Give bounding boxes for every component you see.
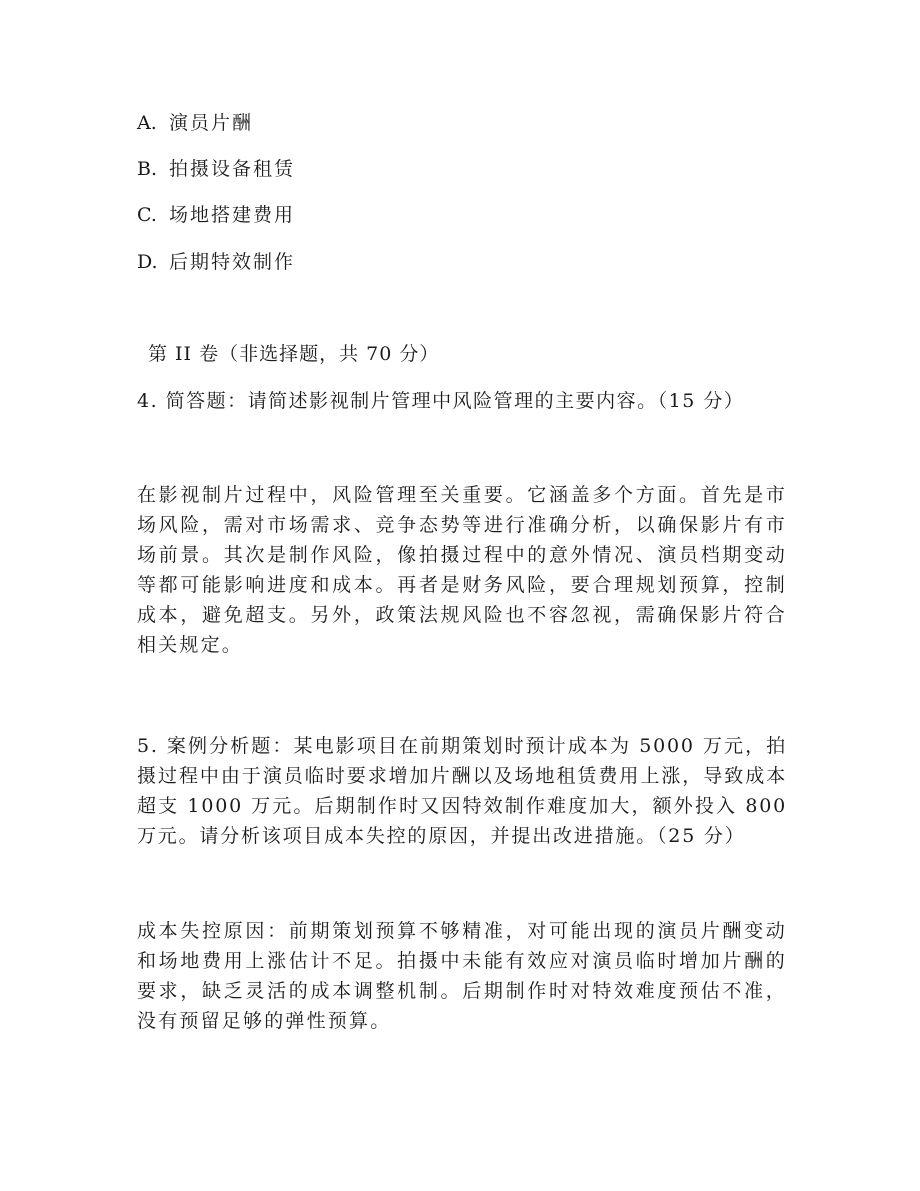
question-5-text: 5. 案例分析题：某电影项目在前期策划时预计成本为 5000 万元，拍摄过程中由于演员临时要求增加片酬以及场地租赁费用上涨，导致成本超支 1000 万元。后期制作时又因特效制作难度加大，额外投入 800 万元。请分析该项目成本失控的原因，并提出改进措施。（25 分） (137, 735, 787, 847)
option-d (137, 248, 295, 276)
answer-4-text: 在影视制片过程中，风险管理至关重要。它涵盖多个方面。首先是市场风险，需对市场需求、竞争态势等进行准确分析，以确保影片有市场前景。其次是制作风险，像拍摄过程中的意外情况、演员档期变动等都可能影响进度和成本。再者是财务风险，要合理规划预算，控制成本，避免超支。另外，政策法规风险也不容忽视，需确保影片符合相关规定。 (137, 484, 787, 656)
section-heading: 第 II 卷（非选择题，共 70 分） (148, 343, 440, 365)
option-letter: B. (137, 158, 158, 180)
answer-5 (137, 916, 787, 1036)
question-5 (137, 731, 787, 851)
answer-5-text: 成本失控原因：前期策划预算不够精准，对可能出现的演员片酬变动和场地费用上涨估计不足。拍摄中未能有效应对演员临时增加片酬的要求，缺乏灵活的成本调整机制。后期制作时对特效难度预估不准，没有预留足够的弹性预算。 (137, 920, 787, 1032)
option-letter: D. (137, 251, 158, 273)
question-4 (137, 386, 787, 416)
option-c (137, 201, 295, 229)
option-letter: C. (137, 204, 157, 226)
option-a (137, 109, 253, 137)
option-text: 场地搭建费用 (169, 204, 296, 226)
question-4-text: 4. 简答题：请简述影视制片管理中风险管理的主要内容。（15 分） (137, 390, 745, 412)
answer-4 (137, 480, 787, 660)
option-text: 后期特效制作 (169, 251, 296, 273)
option-letter: A. (137, 112, 157, 134)
option-text: 拍摄设备租赁 (169, 158, 296, 180)
option-text: 演员片酬 (169, 112, 254, 134)
option-b (137, 155, 295, 183)
